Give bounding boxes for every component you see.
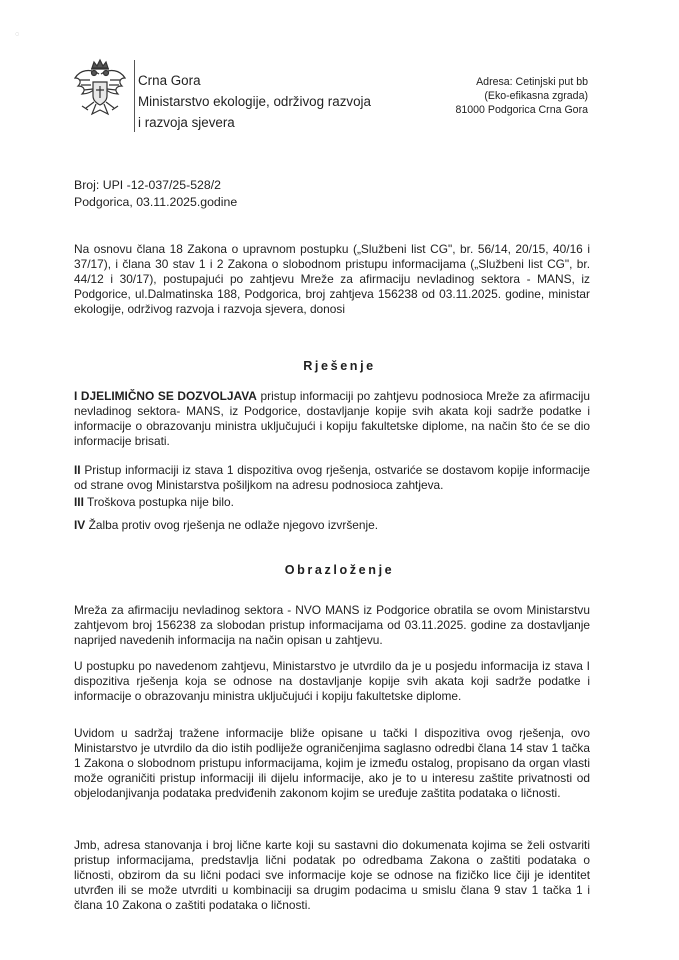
- address-line-building: (Eko-efikasna zgrada): [484, 90, 588, 102]
- reasoning-paragraph-4: Jmb, adresa stanovanja i broj lične karte koji su sastavni dio dokumenata kojima se želi ostvariti pristup informacijama, predstavlja lični podatak po odredbama Zakona o zaštiti podataka o ličnosti, obzirom da su lični podaci sve informacije koje se odnose na fizičko lice čiji je identitet utvrđen ili se može utvrditi u kombinaciji sa drugim podacima u smislu člana 9 stav 1 tačka 1 i člana 10 Zakona o zaštiti podataka o ličnosti.: [74, 838, 590, 913]
- org-line-country: Crna Gora: [138, 73, 201, 88]
- decision-item-3-text: Troškova postupka nije bilo.: [87, 495, 234, 509]
- document-number: Broj: UPI -12-037/25-528/2: [74, 178, 221, 192]
- reasoning-paragraph-3: Uvidom u sadržaj tražene informacije bliže opisane u tački I dispozitiva ovog rješenja, ovo Ministarstvo je utvrdilo da dio istih podliježe ograničenjima saglasno odredbi člana 14 stav 1 tačka 1 Zakona o slobodnom pristupu informacijama, kojim je između ostalog, propisano da organ vlasti može ograničiti pristup informaciji ili dijelu informacije, ako je to u interesu zaštite privatnosti od objelodanjivanja podataka predviđenih zakonom kojim se uređuje zaštita podataka o ličnosti.: [74, 726, 590, 801]
- decision-item-1-text: pristup informaciji po zahtjevu podnosioca Mreže za afirmaciju nevladinog sektora- MANS, iz Podgorice, dostavljanje kopije svih akata koji sadrže podatke i informacije o obrazovanju ministra uključujući i kopiju fakultetske diplome, na način što će se dio informacije brisati.: [74, 389, 590, 449]
- reasoning-heading: Obrazloženje: [284, 563, 395, 577]
- address-line-street: Adresa: Cetinjski put bb: [476, 76, 588, 88]
- decision-item-2-label: II: [74, 463, 81, 477]
- intro-paragraph: Na osnovu člana 18 Zakona o upravnom postupku („Službeni list CG", br. 56/14, 20/15, 40/16 i 37/17), i člana 30 stav 1 i 2 Zakona o slobodnom pristupu informacijama („Službeni list CG", br. 44/12 i 30/17), postupajući po zahtjevu Mreže za afirmaciju nevladinog sektora - MANS, iz Podgorice, ul.Dalmatinska 188, Podgorica, broj zahtjeva 156238 od 03.11.2025. godine, ministar ekologije, održivog razvoja i razvoja sjevera, donosi: [74, 242, 590, 317]
- document-place-date: Podgorica, 03.11.2025.godine: [74, 195, 238, 209]
- decision-item-1-label: I DJELIMIČNO SE DOZVOLJAVA: [74, 389, 257, 403]
- address-block: [420, 75, 588, 117]
- org-line-ministry: Ministarstvo ekologije, održivog razvoja: [138, 94, 371, 109]
- decision-item-3-label: III: [74, 495, 84, 509]
- organization-name: [138, 70, 371, 133]
- decision-item-1: [74, 389, 590, 449]
- org-line-ministry-cont: i razvoja sjevera: [138, 115, 235, 130]
- document-meta: [74, 177, 237, 211]
- decision-heading: Rješenje: [303, 359, 376, 373]
- address-line-city: 81000 Podgorica Crna Gora: [455, 104, 588, 116]
- header-divider: [134, 60, 135, 132]
- reasoning-paragraph-2: U postupku po navedenom zahtjevu, Ministarstvo je utvrdilo da je u posjedu informacija iz stava I dispozitiva rješenja koja se odnose na dostavljanje kopije svih akata koji sadrže podatke i informacije o obrazovanju ministra uključujući i kopiju fakultetske diplome.: [74, 659, 590, 704]
- decision-item-3: [74, 495, 590, 510]
- reasoning-paragraph-1: Mreža za afirmaciju nevladinog sektora - NVO MANS iz Podgorice obratila se ovom Ministarstvu zahtjevom broj 156238 za slobodan pristup informacijama od 03.11.2025. godine za dostavljanje naprijed navedenih informacija na način opisan u zahtjevu.: [74, 603, 590, 648]
- decision-item-4-label: IV: [74, 518, 86, 532]
- decision-item-2-text: Pristup informaciji iz stava 1 dispozitiva ovog rješenja, ostvariće se dostavom kopije informacije od strane ovog Ministarstva pošiljkom na adresu podnosioca zahtjeva.: [74, 463, 590, 493]
- decision-item-4: [74, 518, 590, 533]
- montenegro-coat-of-arms-icon: [72, 58, 128, 126]
- decision-item-2: [74, 463, 590, 493]
- scan-mark: ◌: [15, 31, 20, 38]
- decision-item-4-text: Žalba protiv ovog rješenja ne odlaže njegovo izvršenje.: [88, 518, 379, 532]
